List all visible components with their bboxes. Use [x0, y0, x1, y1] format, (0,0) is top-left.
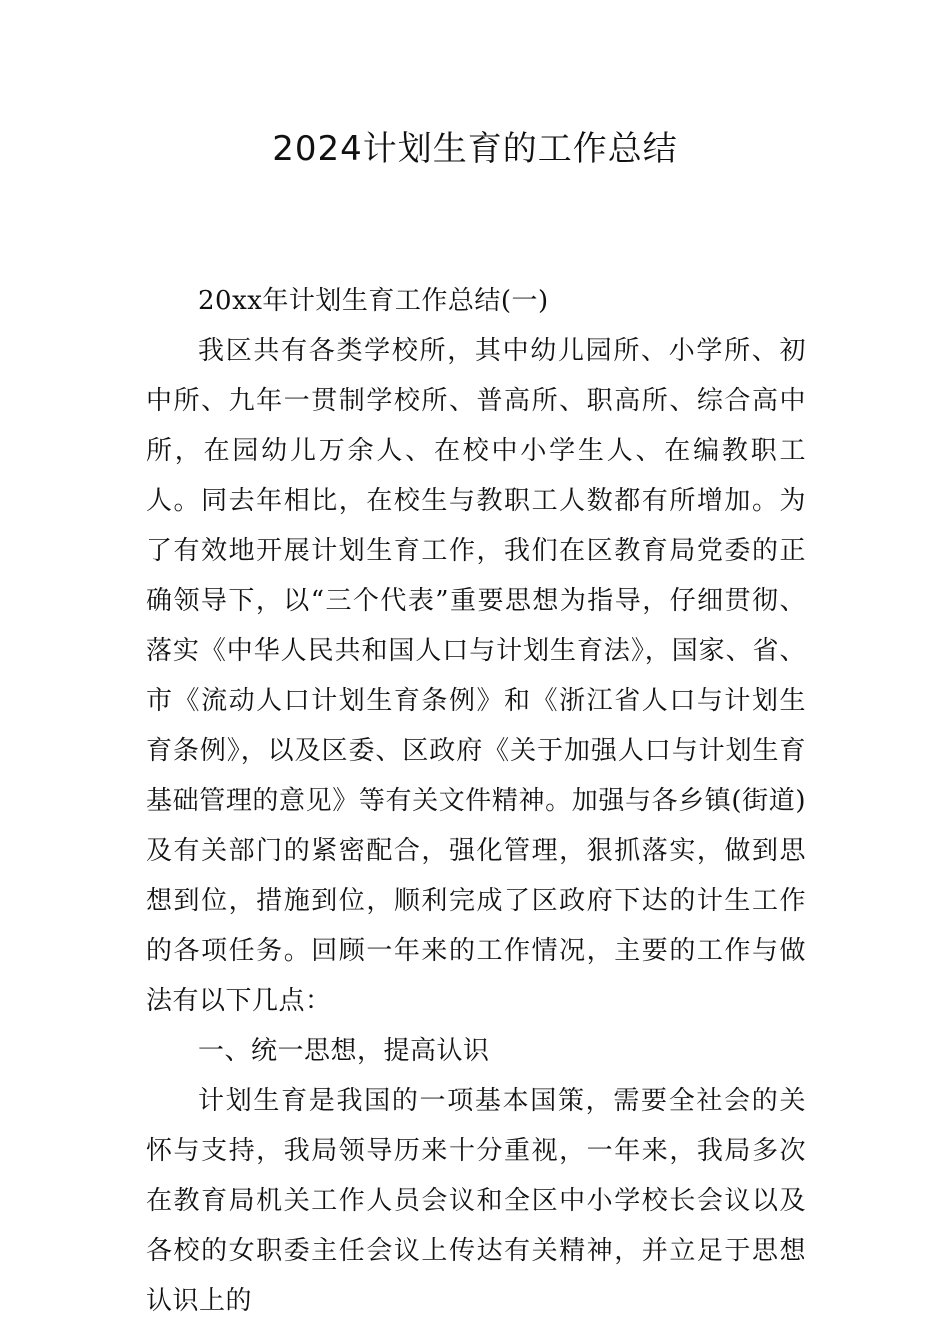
- section-heading: 20xx年计划生育工作总结(一): [198, 286, 549, 316]
- document-title: 2024计划生育的工作总结: [272, 129, 678, 169]
- body-paragraph: 我区共有各类学校所，其中幼儿园所、小学所、初中所、九年一贯制学校所、普高所、职高所、综合高中所，在园幼儿万余人、在校中小学生人、在编教职工人。同去年相比，在校生与教职工人数都有所增加。为了有效地开展计划生育工作，我们在区教育局党委的正确领导下，以“三个代表”重要思想为指导，仔细贯彻、落实《中华人民共和国人口与计划生育法》，国家、省、市《流动人口计划生育条例》和《浙江省人口与计划生育条例》，以及区委、区政府《关于加强人口与计划生育基础管理的意见》等有关文件精神。加强与各乡镇(街道)及有关部门的紧密配合，强化管理，狠抓落实，做到思想到位，措施到位，顺利完成了区政府下达的计生工作的各项任务。回顾一年来的工作情况，主要的工作与做法有以下几点：: [146, 336, 806, 1016]
- body-paragraph: 计划生育是我国的一项基本国策，需要全社会的关怀与支持，我局领导历来十分重视，一年来，我局多次在教育局机关工作人员会议和全区中小学校长会议以及各校的女职委主任会议上传达有关精神，并立足于思想认识上的: [146, 1086, 806, 1316]
- section-heading: 一、统一思想，提高认识: [198, 1036, 490, 1066]
- document-body: [146, 276, 806, 1326]
